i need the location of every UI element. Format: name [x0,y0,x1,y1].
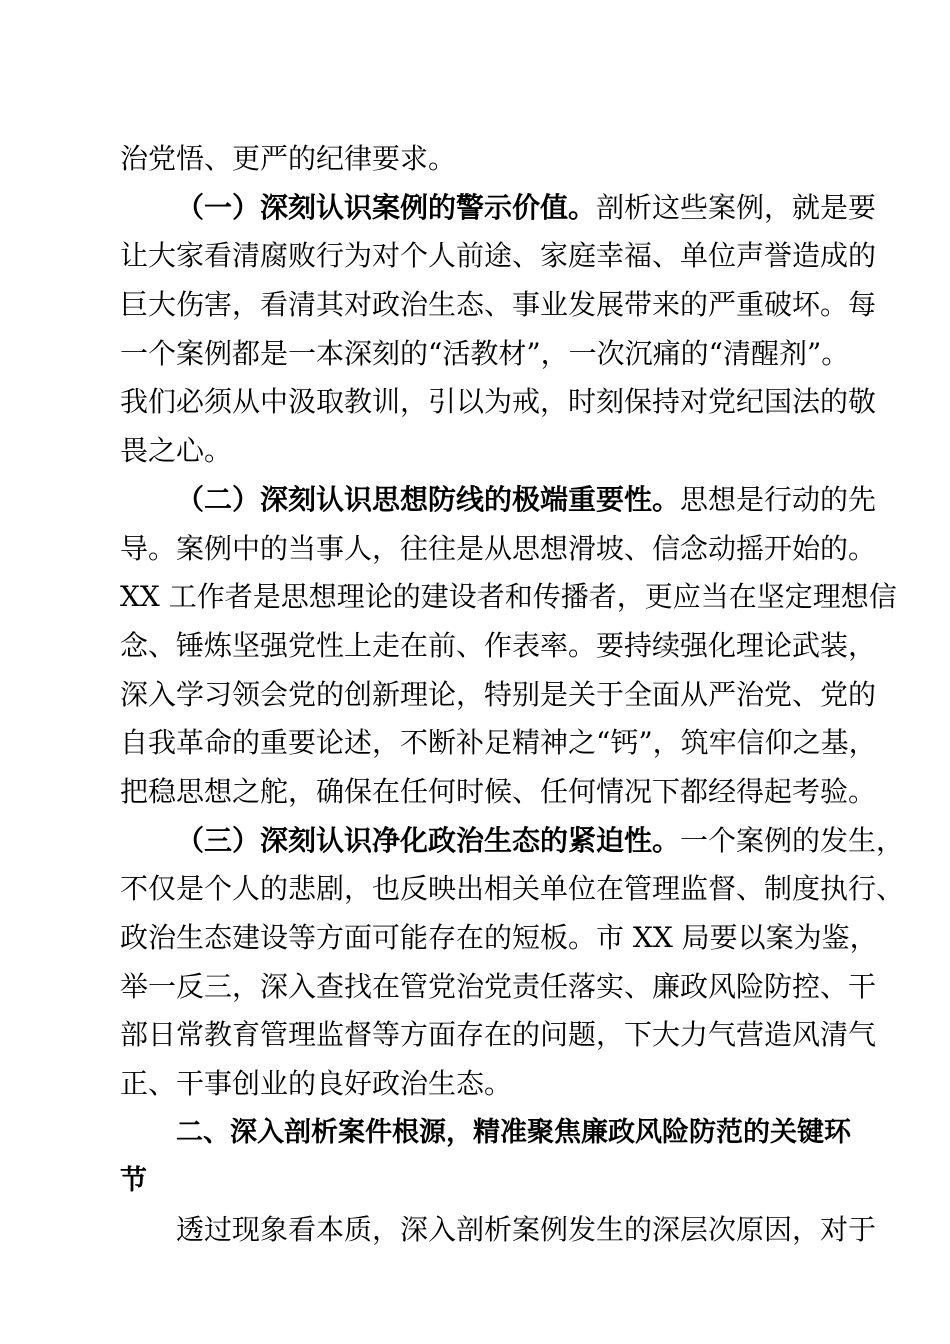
text-line: 透过现象看本质，深入剖析案例发生的深层次原因，对于 [176,1213,877,1247]
text-line: 一个案例都是一本深刻的“活教材”，一次沉痛的“清醒剂”。 [120,336,850,370]
text-span: 一个案例的发生， [680,823,905,857]
text-line [120,476,877,525]
text-line: 治党悟、更严的纪律要求。 [120,142,457,175]
text-line: 正、干事创业的良好政治生态。 [120,1067,513,1101]
text-line: 念、锤炼坚强党性上走在前、作表率。要持续强化理论武装， [120,628,877,662]
subsection-heading: （二）深刻认识思想防线的极端重要性。 [176,482,681,516]
text-line: 深入学习领会党的创新理论，特别是关于全面从严治党、党的 [120,677,877,711]
text-line: 部日常教育管理监督等方面存在的问题，下大力气营造风清气 [120,1018,877,1052]
text-line: XX 工作者是思想理论的建设者和传播者，更应当在坚定理想信 [120,580,897,614]
text-line: 政治生态建设等方面可能存在的短板。市 XX 局要以案为鉴， [120,921,878,954]
text-span: 剖析这些案例，就是要 [596,190,877,224]
text-line: 把稳思想之舵，确保在任何时候、任何情况下都经得起考验。 [120,774,877,808]
text-line: 畏之心。 [120,434,233,468]
text-span: 思想是行动的先 [680,482,877,516]
subsection-heading: （一）深刻认识案例的警示价值。 [176,190,597,224]
subsection-heading: （三）深刻认识净化政治生态的紧迫性。 [176,823,681,857]
text-line: 我们必须从中汲取教训，引以为戒，时刻保持对党纪国法的敬 [120,385,877,419]
text-line: 让大家看清腐败行为对个人前途、家庭幸福、单位声誉造成的 [120,239,877,273]
section-heading-continued: 节 [120,1165,147,1197]
text-line [120,184,877,233]
text-line: 自我革命的重要论述，不断补足精神之“钙”，筑牢信仰之基， [120,726,877,760]
text-line: 巨大伤害，看清其对政治生态、事业发展带来的严重破坏。每 [120,288,877,322]
text-line: 不仅是个人的悲剧，也反映出相关单位在管理监督、制度执行、 [120,872,905,906]
text-line: 举一反三，深入查找在管党治党责任落实、廉政风险防控、干 [120,969,877,1003]
section-heading: 二、深入剖析案件根源，精准聚焦廉政风险防范的关键环 [176,1116,851,1148]
text-line: 导。案例中的当事人，往往是从思想滑坡、信念动摇开始的。 [120,531,877,565]
document-body [120,135,905,1255]
text-line [120,817,905,866]
